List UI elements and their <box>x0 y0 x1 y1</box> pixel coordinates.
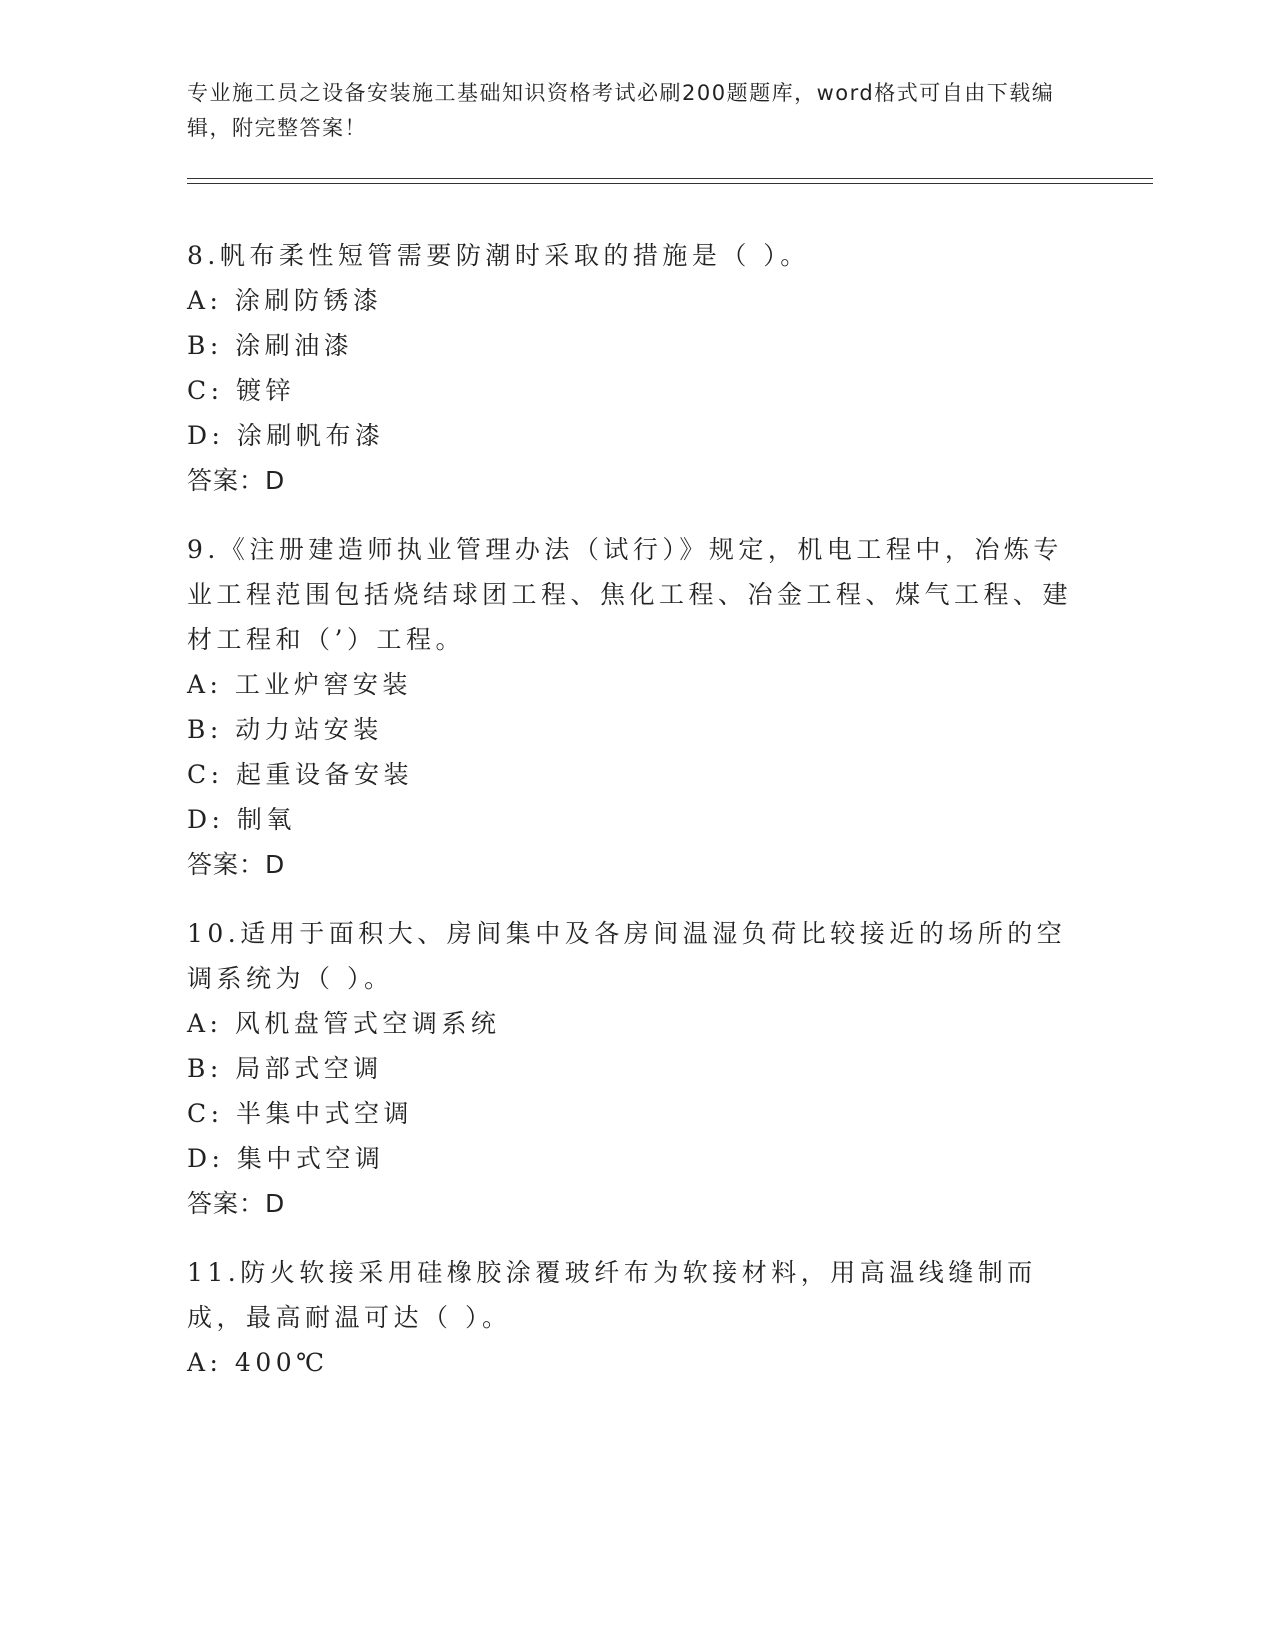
option-c: C: 起重设备安装 <box>187 760 413 789</box>
option-d: D: 制氧 <box>187 805 296 834</box>
document-header <box>187 76 1087 146</box>
question-10 <box>187 911 1087 1226</box>
option-d: D: 涂刷帆布漆 <box>187 421 385 450</box>
option-a: A: 工业炉窖安装 <box>187 670 412 699</box>
option-c: C: 镀锌 <box>187 376 295 405</box>
answer-label: 答案：D <box>187 1189 286 1218</box>
option-a: A: 400℃ <box>187 1348 329 1377</box>
answer-label: 答案：D <box>187 850 286 879</box>
option-b: B: 动力站安装 <box>187 715 383 744</box>
question-stem: 10.适用于面积大、房间集中及各房间温湿负荷比较接近的场所的空调系统为（ ）。 <box>187 919 1067 993</box>
question-stem: 9.《注册建造师执业管理办法（试行）》规定，机电工程中，冶炼专业工程范围包括烧结球团工程、焦化工程、冶金工程、煤气工程、建材工程和（’）工程。 <box>187 535 1073 654</box>
header-text: 专业施工员之设备安装施工基础知识资格考试必刷200题题库，word格式可自由下载编辑，附完整答案！ <box>187 81 1055 140</box>
option-a: A: 风机盘管式空调系统 <box>187 1009 501 1038</box>
option-b: B: 局部式空调 <box>187 1054 383 1083</box>
option-a: A: 涂刷防锈漆 <box>187 286 383 315</box>
header-divider-top <box>187 178 1153 179</box>
option-d: D: 集中式空调 <box>187 1144 385 1173</box>
answer-label: 答案：D <box>187 466 286 495</box>
question-stem: 11.防火软接采用硅橡胶涂覆玻纤布为软接材料，用高温线缝制而成，最高耐温可达（ ）。 <box>187 1258 1037 1332</box>
option-b: B: 涂刷油漆 <box>187 331 354 360</box>
question-11 <box>187 1250 1087 1385</box>
option-c: C: 半集中式空调 <box>187 1099 413 1128</box>
question-list <box>187 233 1087 1409</box>
header-divider-bottom <box>187 183 1153 184</box>
question-9 <box>187 527 1087 887</box>
question-8 <box>187 233 1087 503</box>
question-stem: 8.帆布柔性短管需要防潮时采取的措施是（ ）。 <box>187 241 810 270</box>
